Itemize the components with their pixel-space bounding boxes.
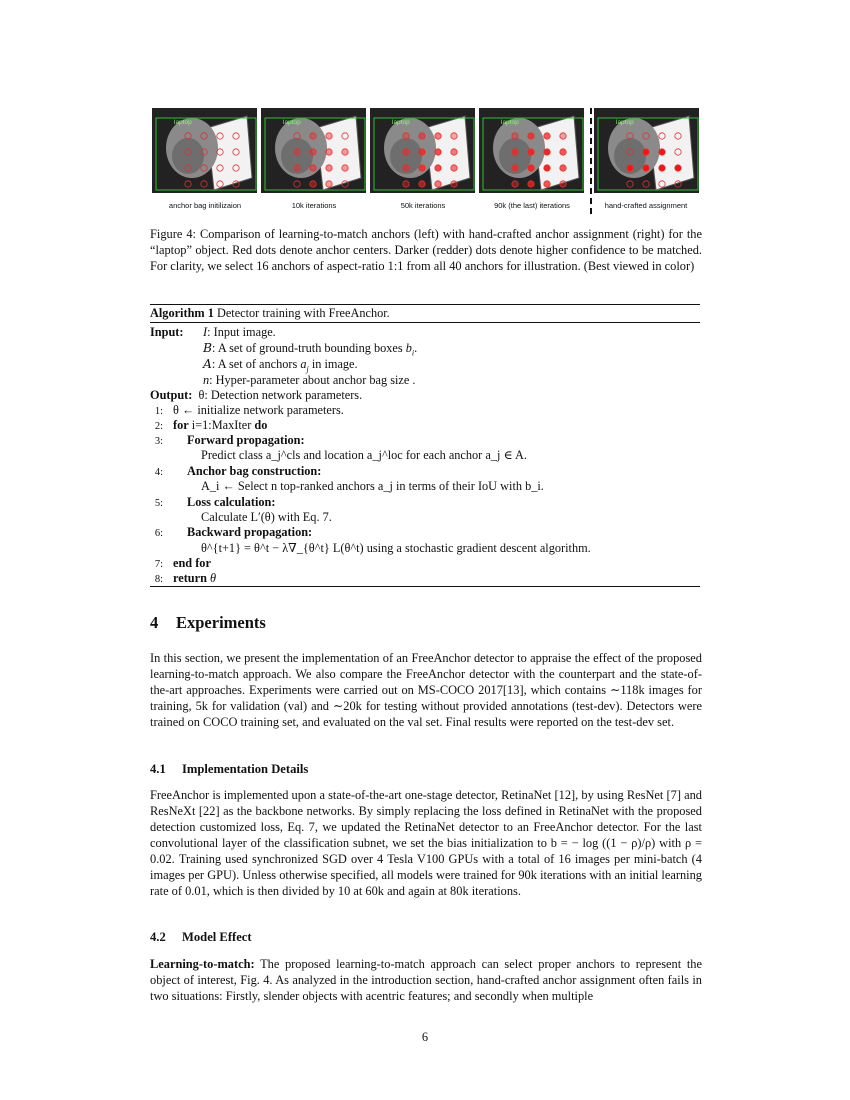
anchor-dot: [451, 181, 457, 187]
algo-line-5-body: Calculate L′(θ) with Eq. 7.: [201, 510, 332, 524]
panel-label-2: 10k iterations: [291, 201, 337, 210]
anchor-dot: [435, 149, 441, 155]
figure-panel-4: [479, 108, 584, 193]
figure-panel-1: [152, 108, 257, 193]
section-4-paragraph: In this section, we present the implementation of an FreeAnchor detector to appraise the effect of the proposed learning-to-match approach. We also compare the FreeAnchor detector with the counterpart and the state-of-the-art approaches. Experiments were carried out on MS-COCO 2017[13], which contains ∼118k images for training, 5k for validation (val) and ∼20k for testing without provided annotations (test-dev). Detectors were trained on COCO training set, and evaluated on the val set. Final results were reported on the test-dev set.: [150, 651, 702, 729]
section-4-1-heading: 4.1 Implementation Details: [150, 762, 309, 776]
algo-line-4-body: A_i ← Select n top-ranked anchors a_j in terms of their IoU with b_i.: [201, 479, 544, 493]
anchor-dot: [544, 181, 550, 187]
cat-face: [172, 138, 204, 174]
anchor-dot: [659, 165, 665, 171]
figure-panel-5: [594, 108, 699, 193]
anchor-dot: [560, 149, 566, 155]
anchor-dot: [643, 149, 649, 155]
anchor-dot: [544, 133, 550, 139]
algorithm-title-text: Detector training with FreeAnchor.: [213, 306, 390, 320]
page-number: 6: [421, 1030, 429, 1044]
output-line: Output: θ: Detection network parameters.: [150, 388, 363, 402]
anchor-dot: [528, 165, 534, 171]
anchor-dot: [419, 181, 425, 187]
algo-line-5: Loss calculation:: [187, 495, 276, 509]
anchor-dot: [326, 149, 332, 155]
algo-mid-rule: [150, 322, 700, 323]
anchor-dot: [451, 133, 457, 139]
anchor-dot: [326, 165, 332, 171]
algorithm-title-bold: Algorithm 1: [150, 306, 214, 320]
anchor-dot: [512, 165, 518, 171]
object-tag: laptop: [392, 119, 410, 126]
anchor-dot: [403, 165, 409, 171]
section-4-2-paragraph: Learning-to-match: The proposed learning-to-match approach can select proper anchors to represent the object of interest, Fig. 4. As analyzed in the introduction section, hand-crafted anchor assignment often fails in two situations: Firstly, slender objects with acentric features; and secondly when multiple: [150, 957, 702, 1003]
anchor-dot: [512, 181, 518, 187]
anchor-dot: [326, 133, 332, 139]
anchor-dot: [310, 149, 316, 155]
anchor-dot: [560, 133, 566, 139]
section-4-heading: 4 Experiments: [150, 613, 266, 632]
anchor-dot: [403, 149, 409, 155]
learning-to-match-lead: Learning-to-match:: [150, 957, 255, 971]
panel-label-1: anchor bag initilizaion: [168, 201, 242, 210]
algorithm-title: [150, 306, 390, 322]
anchor-dot: [512, 149, 518, 155]
panel-label-5: hand-crafted assignment: [604, 201, 688, 210]
algo-line-6: Backward propagation:: [187, 525, 313, 539]
anchor-dot: [560, 181, 566, 187]
figure-panel-3: [370, 108, 475, 193]
anchor-dot: [310, 181, 316, 187]
input-3: A: A set of anchors $a_j$ in image.: [203, 357, 358, 374]
algo-line-7: end for: [173, 556, 211, 570]
anchor-dot: [627, 165, 633, 171]
anchor-dot: [419, 133, 425, 139]
anchor-dot: [419, 149, 425, 155]
anchor-dot: [403, 181, 409, 187]
anchor-dot: [310, 165, 316, 171]
anchor-dot: [451, 165, 457, 171]
algo-bottom-rule: [150, 586, 700, 587]
anchor-dot: [643, 165, 649, 171]
figure-caption: Figure 4: Comparison of learning-to-match anchors (left) with hand-crafted anchor assignment (right) for the “laptop” object. Red dots denote anchor centers. Darker (redder) dots denote higher confidence to be matched. For clarity, we select 16 anchors of aspect-ratio 1:1 from all 40 anchors for illustration. (Best viewed in color): [150, 227, 702, 273]
figure-divider: [590, 108, 592, 214]
panel-label-4: 90k (the last) iterations: [494, 201, 570, 210]
input-2: B: A set of ground-truth bounding boxes $b_i$.: [203, 341, 418, 358]
anchor-dot: [435, 133, 441, 139]
anchor-dot: [675, 165, 681, 171]
input-label: Input:: [150, 325, 184, 339]
anchor-dot: [294, 165, 300, 171]
figure-panel-2: [261, 108, 366, 193]
anchor-dot: [560, 165, 566, 171]
algo-line-6-body: θ^{t+1} = θ^t − λ∇_{θ^t} L(θ^t) using a stochastic gradient descent algorithm.: [201, 541, 591, 555]
object-tag: laptop: [283, 119, 301, 126]
anchor-dot: [512, 133, 518, 139]
anchor-dot: [528, 149, 534, 155]
section-4-1-paragraph: FreeAnchor is implemented upon a state-of-the-art one-stage detector, RetinaNet [12], by using ResNet [7] and ResNeXt [22] as the backbone networks. By simply replacing the loss defined in RetinaNet with the proposed detection customized loss, Eq. 7, we updated the RetinaNet detector to an FreeAnchor detector. For the last convolutional layer of the classification subnet, we set the bias initialization to b = − log ((1 − ρ)/ρ) with ρ = 0.02. Training used synchronized SGD over 4 Tesla V100 GPUs with a total of 16 images per mini-batch (4 images per GPU). Unless otherwise specified, all models were trained for 90k iterations with an initial learning rate of 0.01, which is then divided by 10 at 60k and again at 80k iterations.: [150, 788, 702, 898]
anchor-dot: [435, 181, 441, 187]
section-4-2-heading: 4.2 Model Effect: [150, 930, 252, 944]
anchor-dot: [326, 181, 332, 187]
anchor-dot: [528, 181, 534, 187]
object-tag: laptop: [616, 119, 634, 126]
algo-line-2: for i=1:MaxIter do: [173, 418, 268, 432]
algo-line-8: return θ: [173, 571, 217, 585]
anchor-dot: [544, 149, 550, 155]
object-tag: laptop: [501, 119, 519, 126]
anchor-dot: [544, 165, 550, 171]
input-1: I: Input image.: [203, 325, 276, 339]
object-tag: laptop: [174, 119, 192, 126]
anchor-dot: [342, 149, 348, 155]
panel-label-3: 50k iterations: [400, 201, 446, 210]
anchor-dot: [435, 165, 441, 171]
algo-line-1: θ ← initialize network parameters.: [173, 403, 344, 417]
anchor-dot: [659, 149, 665, 155]
anchor-dot: [528, 133, 534, 139]
algo-line-4: Anchor bag construction:: [187, 464, 322, 478]
anchor-dot: [451, 149, 457, 155]
algo-line-3-body: Predict class a_j^cls and location a_j^loc for each anchor a_j ∈ A.: [201, 448, 527, 462]
anchor-dot: [342, 165, 348, 171]
anchor-dot: [419, 165, 425, 171]
input-4: n: Hyper-parameter about anchor bag size .: [203, 373, 416, 387]
anchor-dot: [310, 133, 316, 139]
algo-line-3: Forward propagation:: [187, 433, 305, 447]
anchor-dot: [403, 133, 409, 139]
anchor-dot: [294, 149, 300, 155]
